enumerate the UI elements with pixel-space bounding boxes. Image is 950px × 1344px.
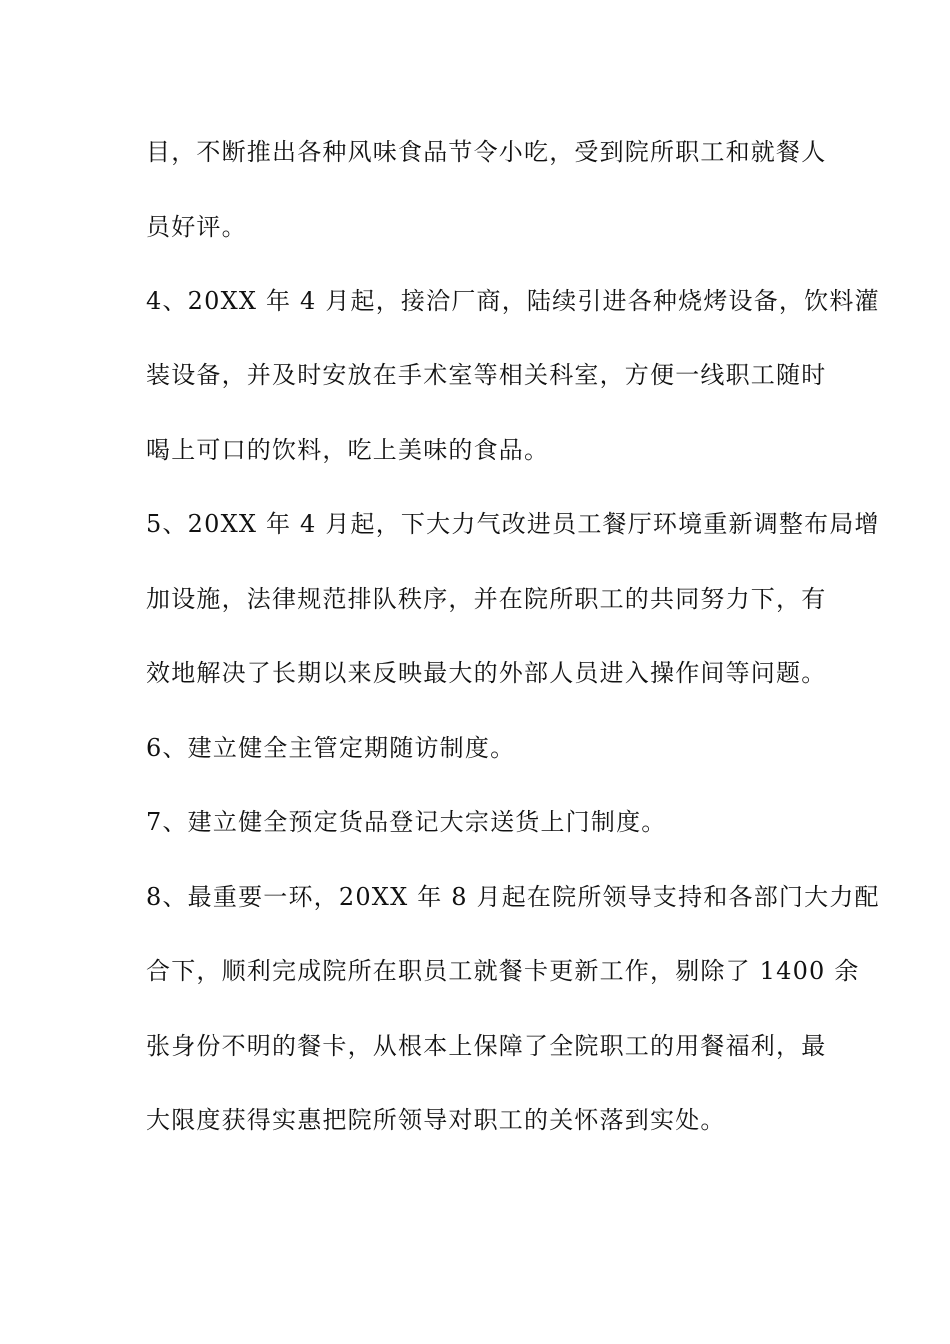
text-line: 目，不断推出各种风味食品节令小吃，受到院所职工和就餐人 (146, 138, 827, 166)
text-line: 6、建立健全主管定期随访制度。 (146, 734, 516, 762)
text-line: 张身份不明的餐卡，从根本上保障了全院职工的用餐福利，最 (146, 1032, 827, 1060)
text-line: 7、建立健全预定货品登记大宗送货上门制度。 (146, 808, 667, 836)
text-line: 员好评。 (146, 213, 247, 241)
text-line: 大限度获得实惠把院所领导对职工的关怀落到实处。 (146, 1106, 726, 1134)
text-line: 8、最重要一环，20XX 年 8 月起在院所领导支持和各部门大力配 (146, 883, 880, 911)
text-line: 加设施，法律规范排队秩序，并在院所职工的共同努力下，有 (146, 585, 827, 613)
text-line: 装设备，并及时安放在手术室等相关科室，方便一线职工随时 (146, 361, 827, 389)
text-line: 合下，顺利完成院所在职员工就餐卡更新工作，剔除了 1400 余 (146, 957, 860, 985)
text-line: 5、20XX 年 4 月起，下大力气改进员工餐厅环境重新调整布局增 (146, 510, 880, 538)
text-line: 效地解决了长期以来反映最大的外部人员进入操作间等问题。 (146, 659, 827, 687)
text-line: 4、20XX 年 4 月起，接洽厂商，陆续引进各种烧烤设备，饮料灌 (146, 287, 880, 315)
text-line: 喝上可口的饮料，吃上美味的食品。 (146, 436, 550, 464)
